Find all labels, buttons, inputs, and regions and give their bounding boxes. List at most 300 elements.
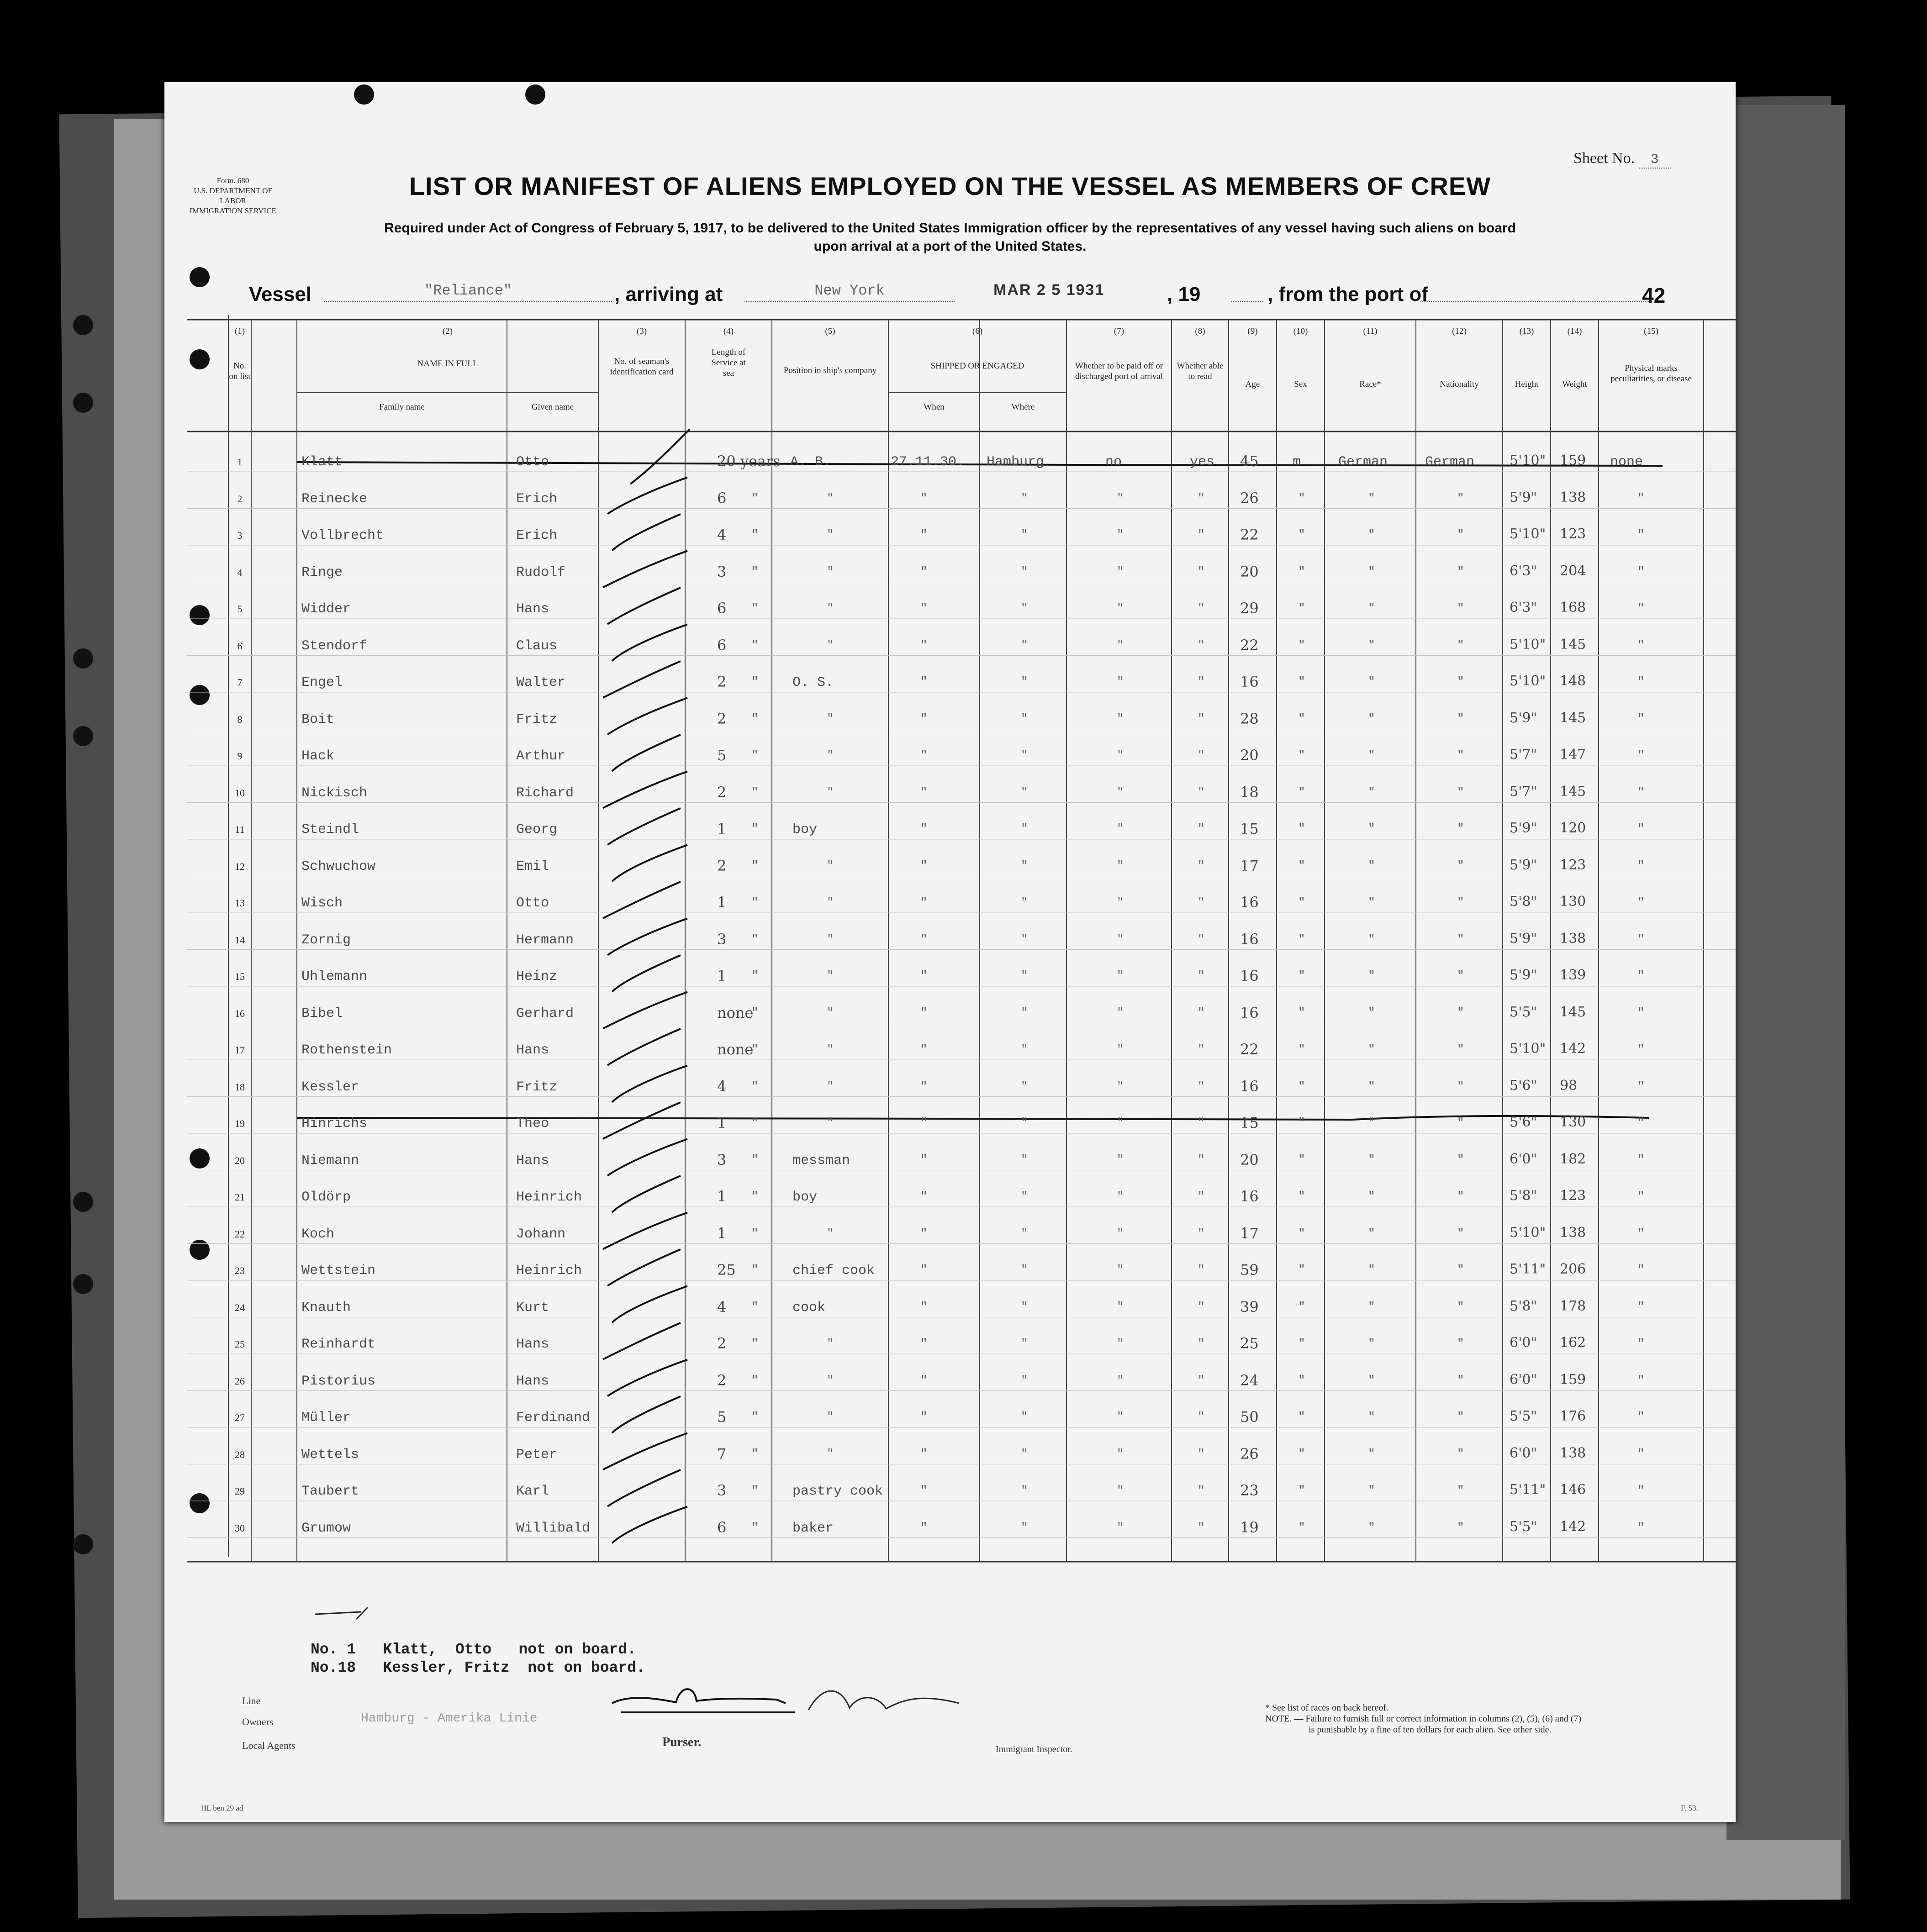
where-ditto: " bbox=[1021, 858, 1028, 873]
family-name: Widder bbox=[301, 601, 351, 617]
length-of-service: 1 bbox=[717, 1188, 727, 1205]
age: 19 bbox=[1240, 1518, 1259, 1536]
col-header-where: Where bbox=[1011, 402, 1035, 412]
nationality-ditto: " bbox=[1457, 1190, 1464, 1203]
position-ditto: " bbox=[827, 564, 834, 579]
length-of-service: 3 bbox=[717, 930, 727, 948]
able-to-read: yes bbox=[1190, 454, 1215, 470]
position: O. S. bbox=[792, 675, 834, 690]
where-ditto: " bbox=[1021, 1153, 1028, 1167]
marks-ditto: " bbox=[1637, 1410, 1645, 1424]
given-name: Otto bbox=[516, 895, 549, 911]
col-14-number: (14) bbox=[1567, 326, 1582, 336]
row-number: 19 bbox=[235, 1118, 245, 1129]
family-name: Grumow bbox=[301, 1520, 351, 1536]
given-name: Arthur bbox=[516, 748, 566, 764]
when-ditto: " bbox=[920, 932, 928, 946]
where-ditto: " bbox=[1021, 528, 1028, 542]
when-ditto: " bbox=[920, 711, 928, 726]
service-ditto: " bbox=[751, 1373, 759, 1387]
where-ditto: " bbox=[1021, 491, 1028, 505]
family-name: Koch bbox=[301, 1226, 335, 1242]
marks-ditto: " bbox=[1637, 1520, 1645, 1534]
from-port-label: , from the port of bbox=[1267, 283, 1428, 305]
arrival-port: New York bbox=[744, 280, 955, 302]
marks-ditto: " bbox=[1637, 1484, 1645, 1497]
given-name: Otto bbox=[516, 454, 549, 470]
where-ditto: " bbox=[1021, 675, 1028, 689]
footnote-note-cont: is punishable by a fine of ten dollars for each alien. See other side. bbox=[1309, 1725, 1552, 1735]
row-number: 17 bbox=[235, 1044, 245, 1056]
nationality-ditto: " bbox=[1457, 1447, 1464, 1461]
col-13-number: (13) bbox=[1519, 326, 1534, 336]
given-name: Hans bbox=[516, 601, 549, 617]
height: 5'5" bbox=[1510, 1004, 1537, 1020]
service-ditto: " bbox=[751, 711, 759, 726]
height: 5'11" bbox=[1510, 1261, 1546, 1277]
race-ditto: " bbox=[1368, 1263, 1375, 1277]
height: 5'10" bbox=[1510, 673, 1546, 689]
paid-off-ditto: " bbox=[1117, 491, 1124, 505]
where-ditto: " bbox=[1021, 1079, 1028, 1093]
race-ditto: " bbox=[1368, 858, 1375, 873]
family-name: Schwuchow bbox=[301, 858, 376, 874]
service-ditto: " bbox=[751, 858, 759, 873]
height: 5'9" bbox=[1510, 820, 1537, 836]
col-2-number: (2) bbox=[442, 326, 453, 336]
weight: 138 bbox=[1560, 489, 1586, 505]
purser-signature-image bbox=[603, 1667, 968, 1731]
length-of-service: 6 bbox=[717, 600, 727, 617]
row-number: 2 bbox=[237, 493, 243, 505]
length-of-service: none bbox=[717, 1041, 754, 1058]
age: 18 bbox=[1240, 783, 1259, 801]
nationality-ditto: " bbox=[1457, 1226, 1464, 1240]
race-ditto: " bbox=[1368, 1005, 1375, 1020]
col-4-number: (4) bbox=[723, 326, 734, 336]
where-ditto: " bbox=[1021, 1373, 1028, 1387]
length-of-service: 1 bbox=[717, 820, 727, 837]
service-ditto: " bbox=[751, 969, 759, 983]
nationality-ditto: " bbox=[1457, 528, 1464, 542]
age: 20 bbox=[1240, 747, 1259, 764]
sex-ditto: " bbox=[1298, 1153, 1305, 1167]
age: 15 bbox=[1240, 1114, 1259, 1132]
height: 5'6" bbox=[1510, 1114, 1537, 1130]
age: 16 bbox=[1240, 930, 1259, 948]
length-of-service: 2 bbox=[717, 1371, 727, 1389]
nationality-ditto: " bbox=[1457, 675, 1464, 689]
weight: 145 bbox=[1560, 1004, 1586, 1020]
where-ditto: " bbox=[1021, 711, 1028, 726]
position-ditto: " bbox=[827, 1226, 834, 1240]
family-name: Wettstein bbox=[301, 1263, 376, 1279]
marks-ditto: " bbox=[1637, 1190, 1645, 1203]
read-ditto: " bbox=[1198, 1337, 1205, 1350]
purser-label: Purser. bbox=[662, 1735, 702, 1749]
nationality-ditto: " bbox=[1457, 1153, 1464, 1167]
length-of-service: 6 bbox=[717, 636, 727, 654]
family-name: Reinecke bbox=[301, 491, 368, 507]
height: 5'8" bbox=[1510, 1298, 1537, 1314]
notes bbox=[311, 1641, 645, 1677]
paid-off: no bbox=[1105, 454, 1122, 470]
length-of-service: 3 bbox=[717, 563, 727, 580]
race-ditto: " bbox=[1368, 601, 1375, 615]
height: 5'10" bbox=[1510, 1224, 1546, 1241]
position-ditto: " bbox=[827, 1042, 834, 1056]
age: 20 bbox=[1240, 563, 1259, 580]
height: 5'8" bbox=[1510, 1188, 1537, 1204]
paid-off-ditto: " bbox=[1117, 1373, 1124, 1387]
weight: 182 bbox=[1560, 1151, 1586, 1167]
note-line: No. 1 Klatt, Otto not on board. bbox=[311, 1641, 636, 1658]
col-header-family-name: Family name bbox=[379, 402, 425, 412]
row-number: 8 bbox=[237, 713, 243, 725]
read-ditto: " bbox=[1198, 1300, 1205, 1314]
service-ditto: " bbox=[751, 1520, 759, 1534]
marks-ditto: " bbox=[1637, 1373, 1645, 1387]
shipped-when: 27.11.30. bbox=[891, 454, 965, 470]
marks-ditto: " bbox=[1637, 748, 1645, 762]
col-3-number: (3) bbox=[636, 326, 647, 336]
weight: 130 bbox=[1560, 894, 1586, 910]
owners-value: Hamburg - Amerika Linie bbox=[361, 1711, 538, 1726]
height: 5'5" bbox=[1510, 1518, 1537, 1535]
given-name: Johann bbox=[516, 1226, 566, 1242]
nationality-ditto: " bbox=[1457, 932, 1464, 946]
service-ditto: " bbox=[751, 1042, 759, 1056]
length-of-service: none bbox=[717, 1004, 754, 1021]
race-ditto: " bbox=[1368, 1190, 1375, 1203]
sex-ditto: " bbox=[1298, 491, 1305, 505]
race-ditto: " bbox=[1368, 1447, 1375, 1461]
read-ditto: " bbox=[1198, 564, 1205, 579]
when-ditto: " bbox=[920, 601, 928, 615]
service-ditto: " bbox=[751, 675, 759, 689]
where-ditto: " bbox=[1021, 1337, 1028, 1350]
race-ditto: " bbox=[1368, 1337, 1375, 1350]
sheet-label: Sheet No. bbox=[1573, 150, 1635, 167]
family-name: Uhlemann bbox=[301, 969, 368, 984]
height: 6'0" bbox=[1510, 1445, 1537, 1461]
race-ditto: " bbox=[1368, 564, 1375, 579]
family-name: Engel bbox=[301, 675, 343, 690]
col-8-number: (8) bbox=[1195, 326, 1205, 336]
sex-ditto: " bbox=[1298, 932, 1305, 946]
read-ditto: " bbox=[1198, 1153, 1205, 1167]
weight: 178 bbox=[1560, 1298, 1586, 1314]
nationality-ditto: " bbox=[1457, 822, 1464, 836]
service-ditto: " bbox=[751, 785, 759, 799]
position-ditto: " bbox=[827, 858, 834, 873]
subtitle-line-2: upon arrival at a port of the United States. bbox=[813, 239, 1087, 254]
where-ditto: " bbox=[1021, 1190, 1028, 1203]
weight: 138 bbox=[1560, 1445, 1586, 1461]
service-ditto: " bbox=[751, 528, 759, 542]
local-agents-label: Local Agents bbox=[242, 1740, 296, 1751]
race-ditto: " bbox=[1368, 1042, 1375, 1056]
age: 20 bbox=[1240, 1151, 1259, 1169]
marks-ditto: " bbox=[1637, 638, 1645, 652]
given-name: Karl bbox=[516, 1484, 549, 1499]
nationality-ditto: " bbox=[1457, 1410, 1464, 1424]
height: 6'0" bbox=[1510, 1151, 1537, 1167]
col-11-number: (11) bbox=[1363, 326, 1378, 336]
col-header-when: When bbox=[924, 402, 945, 412]
sex-ditto: " bbox=[1298, 1410, 1305, 1424]
age: 17 bbox=[1240, 857, 1259, 874]
age: 15 bbox=[1240, 820, 1259, 837]
col-header-sex: Sex bbox=[1294, 379, 1307, 389]
table-grid bbox=[164, 82, 1736, 1822]
marks-ditto: " bbox=[1637, 895, 1645, 909]
position-ditto: " bbox=[827, 1005, 834, 1020]
weight: 139 bbox=[1560, 967, 1586, 983]
sex-ditto: " bbox=[1298, 748, 1305, 762]
family-name: Oldörp bbox=[301, 1190, 351, 1205]
race-ditto: " bbox=[1368, 785, 1375, 799]
marks-ditto: " bbox=[1637, 858, 1645, 873]
age: 16 bbox=[1240, 894, 1259, 911]
col-header-age: Age bbox=[1245, 379, 1260, 389]
age: 16 bbox=[1240, 1188, 1259, 1205]
race-ditto: " bbox=[1368, 748, 1375, 762]
nationality-ditto: " bbox=[1457, 748, 1464, 762]
service-ditto: " bbox=[751, 1484, 759, 1497]
weight: 147 bbox=[1560, 747, 1586, 763]
where-ditto: " bbox=[1021, 564, 1028, 579]
weight: 176 bbox=[1560, 1408, 1586, 1424]
marks-ditto: " bbox=[1637, 969, 1645, 983]
paid-off-ditto: " bbox=[1117, 969, 1124, 983]
paid-off-ditto: " bbox=[1117, 601, 1124, 615]
sex-ditto: " bbox=[1298, 1300, 1305, 1314]
read-ditto: " bbox=[1198, 1410, 1205, 1424]
service-ditto: " bbox=[751, 1116, 759, 1130]
family-name: Hinrichs bbox=[301, 1116, 368, 1132]
family-name: Klatt bbox=[301, 454, 343, 470]
weight: 148 bbox=[1560, 673, 1586, 689]
col-header-given-name: Given name bbox=[531, 402, 574, 412]
family-name: Knauth bbox=[301, 1300, 351, 1316]
position: boy bbox=[792, 1190, 818, 1205]
given-name: Peter bbox=[516, 1447, 558, 1463]
family-name: Wettels bbox=[301, 1447, 359, 1463]
row-number: 10 bbox=[235, 787, 245, 799]
punch-hole bbox=[73, 648, 93, 669]
inspector-signature bbox=[850, 1701, 943, 1716]
race-ditto: " bbox=[1368, 711, 1375, 726]
given-name: Fritz bbox=[516, 711, 558, 727]
given-name: Heinrich bbox=[516, 1263, 582, 1279]
paid-off-ditto: " bbox=[1117, 564, 1124, 579]
paid-off-ditto: " bbox=[1117, 638, 1124, 652]
given-name: Heinrich bbox=[516, 1190, 582, 1205]
read-ditto: " bbox=[1198, 932, 1205, 946]
age: 16 bbox=[1240, 673, 1259, 690]
family-name: Wisch bbox=[301, 895, 343, 911]
length-of-service: 3 bbox=[717, 1151, 727, 1169]
read-ditto: " bbox=[1198, 491, 1205, 505]
age: 59 bbox=[1240, 1261, 1259, 1279]
family-name: Boit bbox=[301, 711, 335, 727]
family-name: Niemann bbox=[301, 1153, 359, 1169]
marks-ditto: " bbox=[1637, 491, 1645, 505]
vessel-label: Vessel bbox=[249, 283, 312, 305]
age: 45 bbox=[1240, 453, 1259, 470]
when-ditto: " bbox=[920, 1484, 928, 1497]
row-number: 28 bbox=[235, 1448, 245, 1460]
nationality-ditto: " bbox=[1457, 785, 1464, 799]
where-ditto: " bbox=[1021, 1447, 1028, 1461]
paid-off-ditto: " bbox=[1117, 1447, 1124, 1461]
where-ditto: " bbox=[1021, 932, 1028, 946]
row-number: 12 bbox=[235, 860, 245, 872]
line-label: Line bbox=[242, 1695, 261, 1706]
race-ditto: " bbox=[1368, 822, 1375, 836]
length-of-service: 2 bbox=[717, 1335, 727, 1352]
form-service: IMMIGRATION SERVICE bbox=[190, 206, 276, 215]
weight: 98 bbox=[1560, 1077, 1578, 1094]
where-ditto: " bbox=[1021, 601, 1028, 615]
service-ditto: " bbox=[751, 638, 759, 652]
race-ditto: " bbox=[1368, 932, 1375, 946]
family-name: Rothenstein bbox=[301, 1042, 392, 1058]
row-number: 23 bbox=[235, 1265, 245, 1276]
paid-off-ditto: " bbox=[1117, 1300, 1124, 1314]
when-ditto: " bbox=[920, 564, 928, 579]
race-ditto: " bbox=[1368, 1226, 1375, 1240]
sex-ditto: " bbox=[1298, 1373, 1305, 1387]
paid-off-ditto: " bbox=[1117, 932, 1124, 946]
marks-ditto: " bbox=[1637, 1042, 1645, 1056]
marks-ditto: " bbox=[1637, 564, 1645, 579]
race-ditto: " bbox=[1368, 1484, 1375, 1497]
when-ditto: " bbox=[920, 969, 928, 983]
position-ditto: " bbox=[827, 1410, 834, 1424]
form-department: U.S. DEPARTMENT OF LABOR bbox=[194, 186, 272, 205]
nationality-ditto: " bbox=[1457, 1116, 1464, 1130]
service-ditto: " bbox=[751, 1300, 759, 1314]
read-ditto: " bbox=[1198, 1263, 1205, 1277]
row-number: 21 bbox=[235, 1191, 245, 1203]
row-number: 25 bbox=[235, 1338, 245, 1350]
nationality-ditto: " bbox=[1457, 1373, 1464, 1387]
row-number: 29 bbox=[235, 1485, 245, 1497]
service-ditto: " bbox=[751, 1005, 759, 1020]
family-name: Steindl bbox=[301, 822, 359, 837]
sex-ditto: " bbox=[1298, 1520, 1305, 1534]
nationality-ditto: " bbox=[1457, 638, 1464, 652]
family-name: Nickisch bbox=[301, 785, 368, 801]
height: 5'6" bbox=[1510, 1077, 1537, 1094]
row-number: 26 bbox=[235, 1375, 245, 1387]
row-number: 15 bbox=[235, 971, 245, 982]
col-header-position: Position in ship's company bbox=[783, 366, 877, 375]
col-7-number: (7) bbox=[1114, 326, 1125, 336]
given-name: Walter bbox=[516, 675, 566, 690]
read-ditto: " bbox=[1198, 1484, 1205, 1497]
given-name: Hans bbox=[516, 1337, 549, 1352]
row-number: 5 bbox=[237, 603, 243, 615]
sex-ditto: " bbox=[1298, 1116, 1305, 1130]
paid-off-ditto: " bbox=[1117, 1005, 1124, 1020]
sex: m bbox=[1293, 454, 1301, 470]
footnote-note: NOTE. — Failure to furnish full or correct information in columns (2), (5), (6) and (7) bbox=[1265, 1714, 1582, 1724]
date-stamp: MAR 2 5 1931 bbox=[993, 281, 1105, 299]
race-ditto: " bbox=[1368, 1116, 1375, 1130]
when-ditto: " bbox=[920, 675, 928, 689]
purser-signature bbox=[626, 1701, 720, 1716]
footnote-races: * See list of races on back hereof. bbox=[1265, 1703, 1388, 1713]
position-ditto: " bbox=[827, 638, 834, 652]
where-ditto: " bbox=[1021, 1042, 1028, 1056]
punch-hole bbox=[73, 393, 93, 413]
given-name: Hans bbox=[516, 1373, 549, 1389]
col-header-service: Length of Service at sea bbox=[711, 347, 746, 378]
position: boy bbox=[792, 822, 818, 837]
service-ditto: " bbox=[751, 491, 759, 505]
read-ditto: " bbox=[1198, 1520, 1205, 1534]
row-number: 22 bbox=[235, 1228, 245, 1240]
weight: 145 bbox=[1560, 783, 1586, 800]
height: 5'7" bbox=[1510, 747, 1537, 763]
sex-ditto: " bbox=[1298, 1042, 1305, 1056]
length-of-service: 25 bbox=[717, 1261, 736, 1279]
weight: 146 bbox=[1560, 1482, 1586, 1498]
nationality-ditto: " bbox=[1457, 601, 1464, 615]
height: 5'8" bbox=[1510, 894, 1537, 910]
row-number: 30 bbox=[235, 1522, 245, 1534]
service-ditto: " bbox=[751, 601, 759, 615]
paid-off-ditto: " bbox=[1117, 748, 1124, 762]
col-15-number: (15) bbox=[1644, 326, 1658, 336]
race-ditto: " bbox=[1368, 491, 1375, 505]
family-name: Taubert bbox=[301, 1484, 359, 1499]
age: 50 bbox=[1240, 1408, 1259, 1426]
height: 5'10" bbox=[1510, 636, 1546, 653]
year-label: , 19 bbox=[1167, 283, 1201, 305]
race-ditto: " bbox=[1368, 528, 1375, 542]
nationality-ditto: " bbox=[1457, 491, 1464, 505]
when-ditto: " bbox=[920, 1373, 928, 1387]
position-ditto: " bbox=[827, 932, 834, 946]
height: 5'9" bbox=[1510, 857, 1537, 873]
race: German bbox=[1338, 454, 1388, 470]
nationality: German bbox=[1425, 454, 1475, 470]
service-ditto: " bbox=[751, 822, 759, 836]
sex-ditto: " bbox=[1298, 969, 1305, 983]
given-name: Willibald bbox=[516, 1520, 591, 1536]
sex-ditto: " bbox=[1298, 1190, 1305, 1203]
form-number: Form. 680 bbox=[216, 176, 249, 185]
nationality-ditto: " bbox=[1457, 1263, 1464, 1277]
given-name: Ferdinand bbox=[516, 1410, 591, 1426]
row-number: 4 bbox=[237, 566, 243, 578]
marks-ditto: " bbox=[1637, 711, 1645, 726]
paid-off-ditto: " bbox=[1117, 822, 1124, 836]
read-ditto: " bbox=[1198, 1373, 1205, 1387]
race-ditto: " bbox=[1368, 1079, 1375, 1093]
weight: 162 bbox=[1560, 1335, 1586, 1351]
nationality-ditto: " bbox=[1457, 1484, 1464, 1497]
nationality-ditto: " bbox=[1457, 1300, 1464, 1314]
height: 6'3" bbox=[1510, 600, 1537, 616]
service-ditto: " bbox=[751, 895, 759, 909]
sex-ditto: " bbox=[1298, 601, 1305, 615]
position-ditto: " bbox=[827, 711, 834, 726]
